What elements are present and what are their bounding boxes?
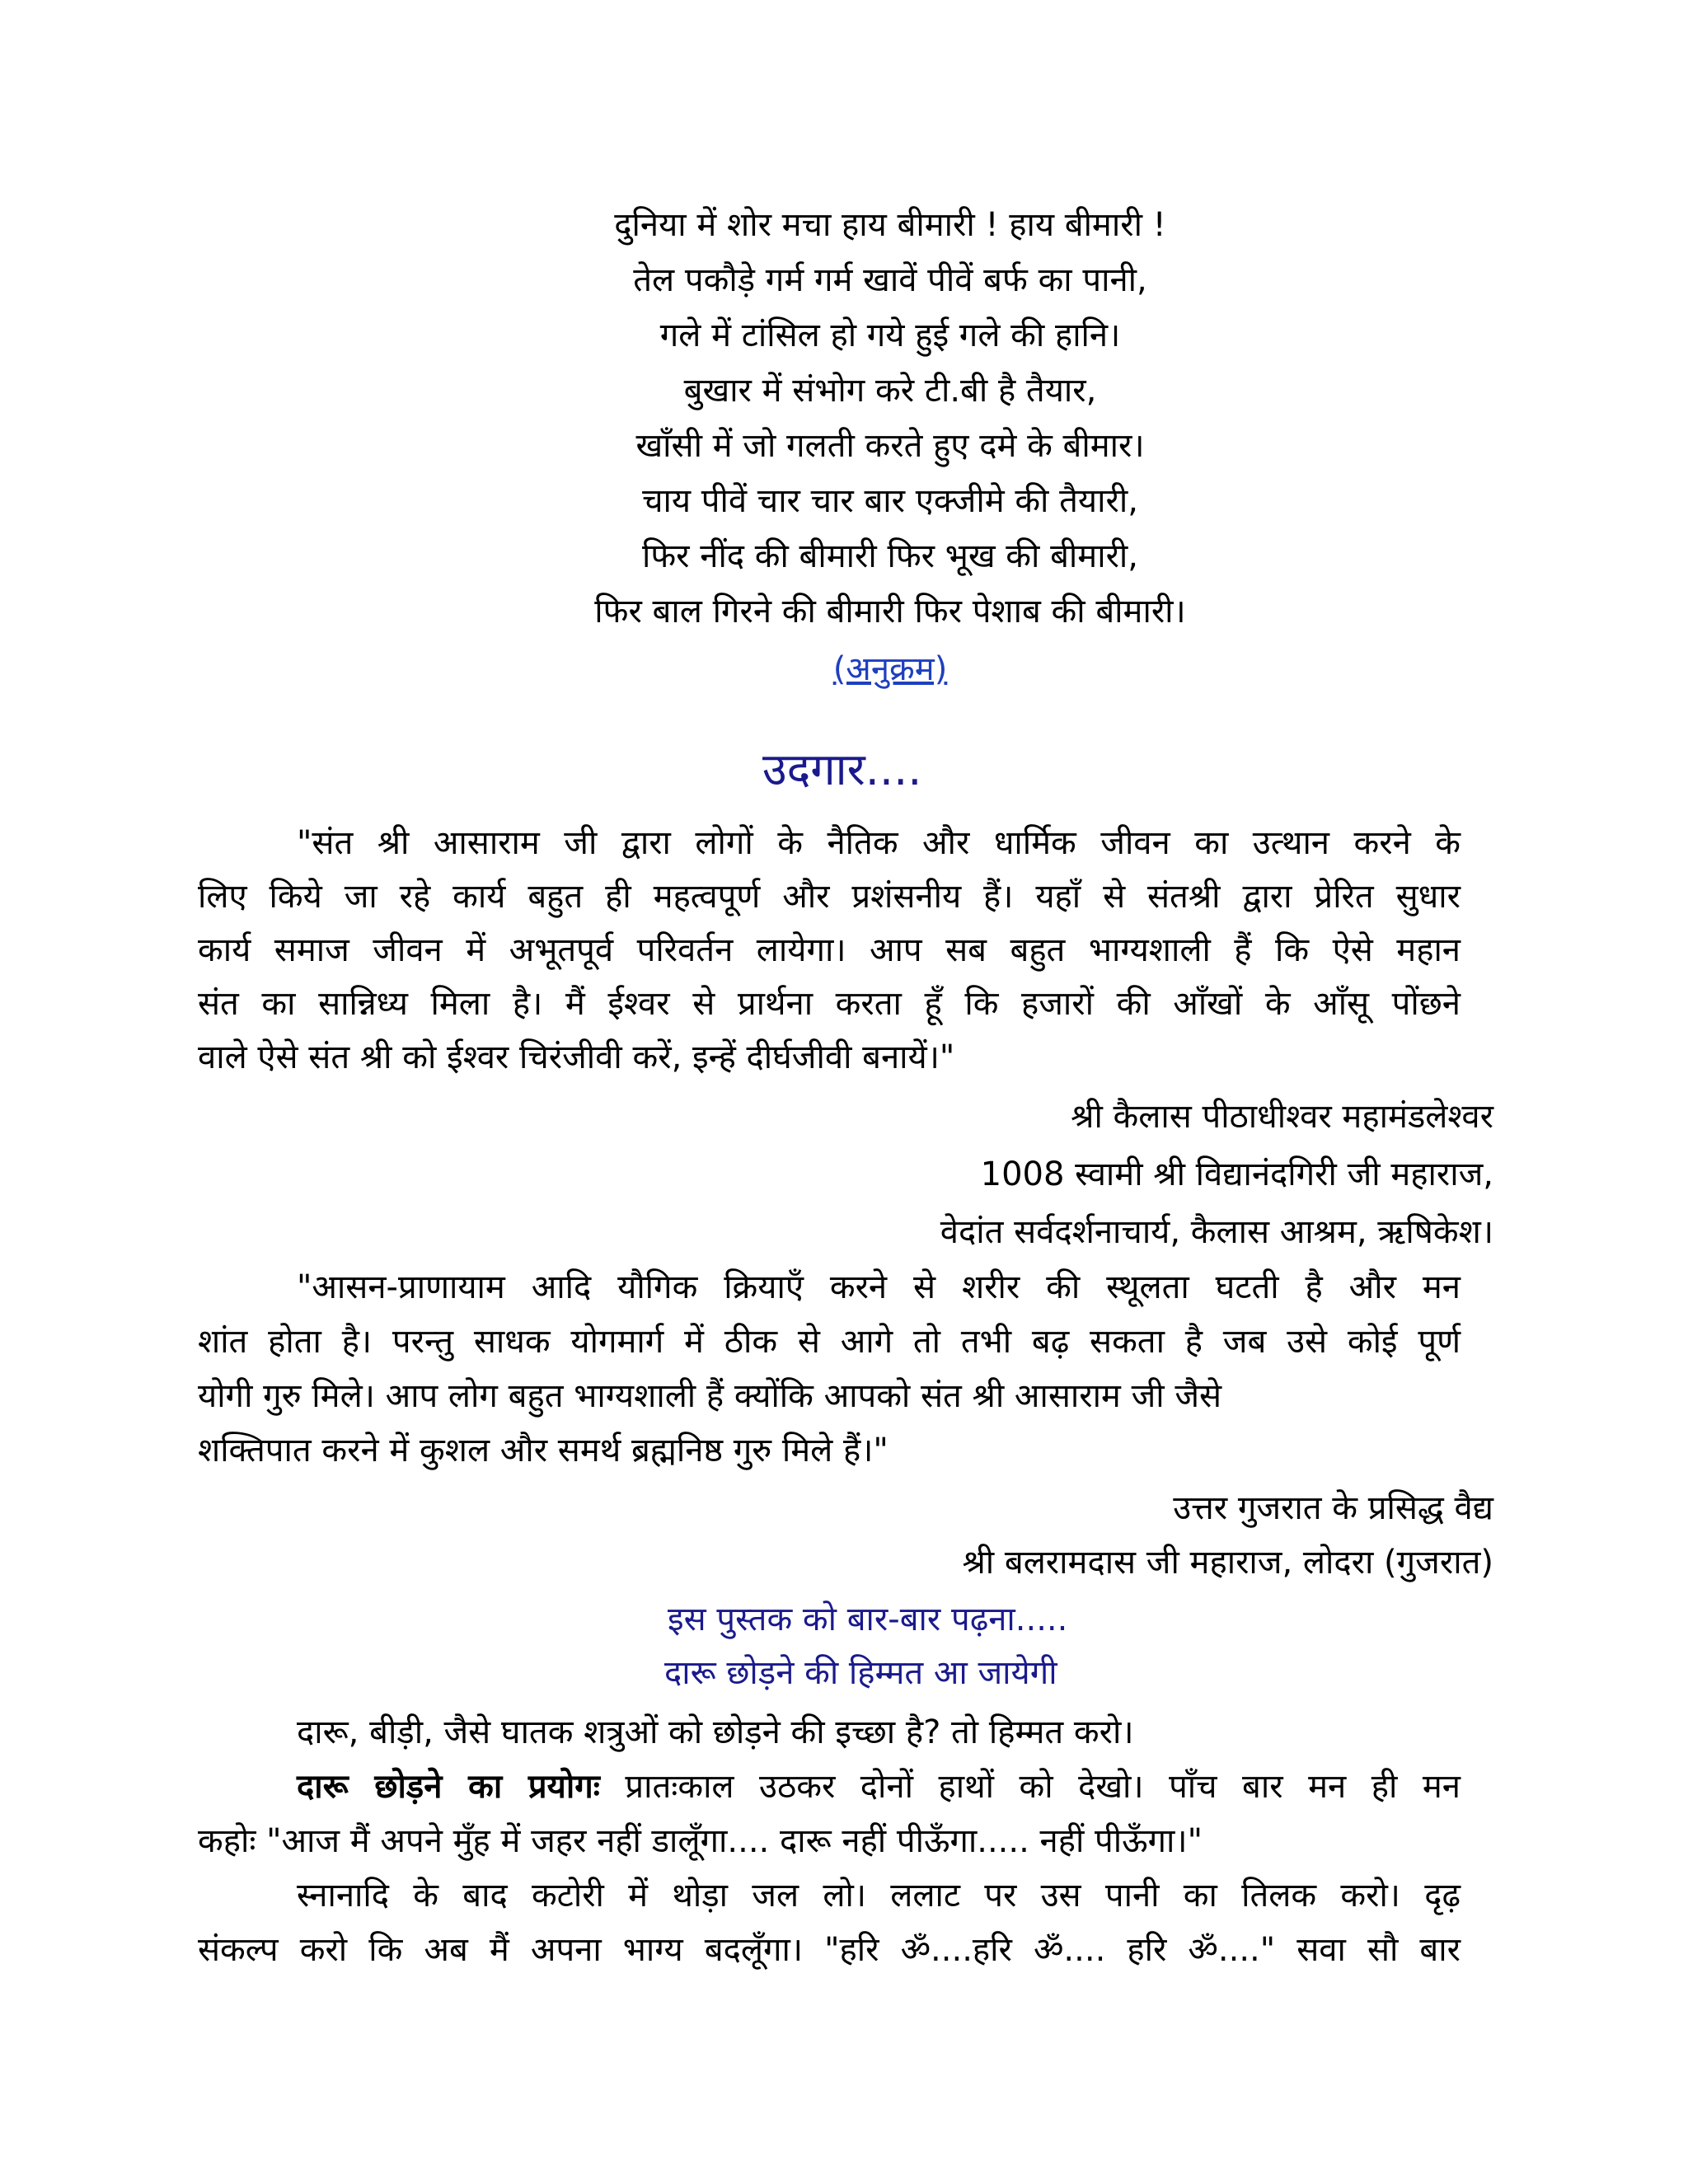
subheading-line: दारू छोड़ने की हिम्मत आ जायेगी	[664, 1654, 1057, 1692]
quote-line: शांत होता है। परन्तु साधक योगमार्ग में ठीक से आगे तो तभी बढ़ सकता है जब उसे कोई पूर्ण	[198, 1323, 1461, 1361]
quote-line: कार्य समाज जीवन में अभूतपूर्व परिवर्तन लायेगा। आप सब बहुत भाग्यशाली हैं कि ऐसे महान	[198, 931, 1461, 969]
paragraph-2-text: प्रातःकाल उठकर दोनों हाथों को देखो। पाँच बार मन ही मन	[599, 1768, 1461, 1806]
quote-line: योगी गुरु मिले। आप लोग बहुत भाग्यशाली हैं क्योंकि आपको संत श्री आसाराम जी जैसे	[198, 1377, 1222, 1415]
poem-line: चाय पीवें चार चार बार एक्जीमे की तैयारी,	[642, 482, 1138, 520]
subheading-line: इस पुस्तक को बार-बार पढ़ना.....	[668, 1601, 1068, 1638]
poem-line: तेल पकौड़े गर्म गर्म खावें पीवें बर्फ का पानी,	[633, 261, 1147, 299]
paragraph-2-line-2: कहोः "आज मैं अपने मुँह में जहर नहीं डालूँगा.... दारू नहीं पीऊँगा..... नहीं पीऊँगा।"	[198, 1822, 1203, 1860]
paragraph-3-line: स्नानादि के बाद कटोरी में थोड़ा जल लो। ललाट पर उस पानी का तिलक करो। दृढ़	[297, 1877, 1461, 1915]
poem-line: खाँसी में जो गलती करते हुए दमे के बीमार।	[635, 427, 1145, 465]
index-link[interactable]: (अनुक्रम)	[832, 650, 948, 688]
signature-line: 1008 स्वामी श्री विद्यानंदगिरी जी महाराज,	[980, 1155, 1493, 1193]
quote-line: "आसन-प्राणायाम आदि यौगिक क्रियाएँ करने से शरीर की स्थूलता घटती है और मन	[297, 1268, 1461, 1306]
section-heading: उदगार....	[762, 743, 922, 795]
quote-line: "संत श्री आसाराम जी द्वारा लोगों के नैतिक और धार्मिक जीवन का उत्थान करने के	[297, 824, 1461, 862]
poem-line: बुखार में संभोग करे टी.बी है तैयार,	[683, 372, 1097, 410]
quote-line: संत का सान्निध्य मिला है। मैं ईश्वर से प्रार्थना करता हूँ कि हजारों की आँखों के आँसू पोंछने	[198, 985, 1461, 1023]
signature-line: वेदांत सर्वदर्शनाचार्य, कैलास आश्रम, ऋषिकेश।	[940, 1213, 1493, 1251]
poem-line: फिर बाल गिरने की बीमारी फिर पेशाब की बीमारी।	[594, 593, 1186, 630]
quote-line: लिए किये जा रहे कार्य बहुत ही महत्वपूर्ण और प्रशंसनीय हैं। यहाँ से संतश्री द्वारा प्रेरित सुधार	[198, 878, 1461, 916]
signature-line: श्री कैलास पीठाधीश्वर महामंडलेश्वर	[1071, 1098, 1493, 1136]
quote-line: वाले ऐसे संत श्री को ईश्वर चिरंजीवी करें, इन्हें दीर्घजीवी बनायें।"	[198, 1038, 955, 1076]
signature-line: श्री बलरामदास जी महाराज, लोदरा (गुजरात)	[962, 1544, 1493, 1582]
paragraph-2-line-1	[297, 1766, 1461, 1807]
poem-line: गले में टांसिल हो गये हुई गले की हानि।	[659, 316, 1121, 354]
paragraph-2-label: दारू छोड़ने का प्रयोगः	[297, 1768, 600, 1806]
paragraph-3-line: संकल्प करो कि अब मैं अपना भाग्य बदलूँगा। "हरि ॐ....हरि ॐ.... हरि ॐ...." सवा सौ बार	[198, 1931, 1461, 1969]
poem-line: फिर नींद की बीमारी फिर भूख की बीमारी,	[641, 537, 1139, 575]
signature-line: उत्तर गुजरात के प्रसिद्ध वैद्य	[1173, 1489, 1493, 1527]
quote-line: शक्तिपात करने में कुशल और समर्थ ब्रह्मनिष्ठ गुरु मिले हैं।"	[198, 1432, 889, 1469]
poem-line: दुनिया में शोर मचा हाय बीमारी ! हाय बीमारी !	[614, 206, 1166, 244]
paragraph-1: दारू, बीड़ी, जैसे घातक शत्रुओं को छोड़ने की इच्छा है? तो हिम्मत करो।	[297, 1713, 1134, 1751]
